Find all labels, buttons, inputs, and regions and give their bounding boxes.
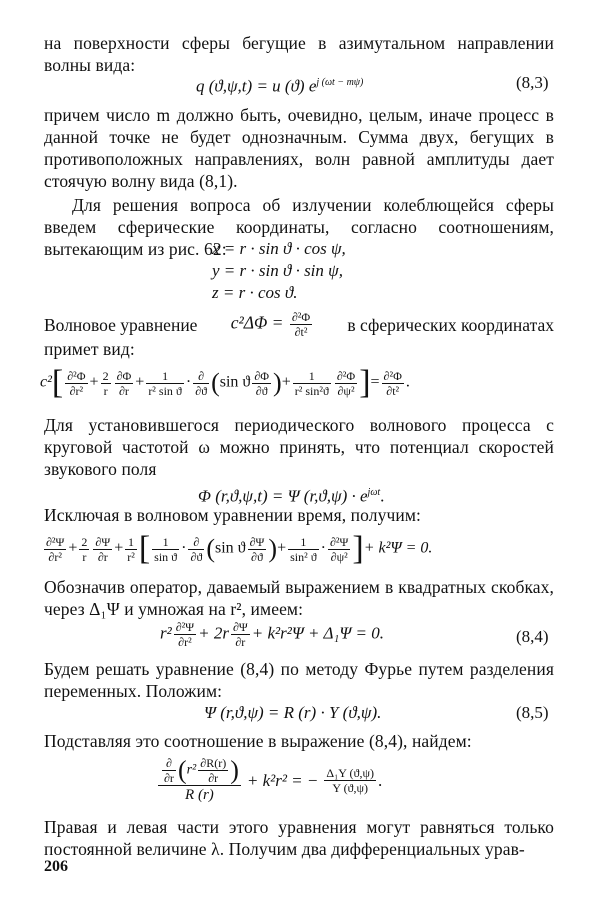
wave-eq-intro: Волновое уравнение: [44, 314, 198, 335]
paragraph-5: Для установившегося периодического волнового процесса с круговой частотой ω можно принять, что потенциал скоростей звукового поля: [44, 415, 554, 479]
equation-number-8-4: (8,4): [516, 627, 549, 646]
eq83-exponent: j (ωt − mψ): [316, 77, 364, 88]
wave-equation-line: [44, 310, 554, 339]
equation-number-8-3: (8,3): [516, 73, 549, 92]
paragraph-3: Для решения вопроса об излучении колеблющейся сферы введем сферические координаты, согласно соотношениям, вытекающим из рис. 62:: [44, 195, 554, 259]
page-number: 206: [44, 858, 68, 875]
helmholtz-equation: $\frac{\text{∂²Ψ}}{\text{∂r²}}$ + $\frac{2}{r}$ $\frac{\partial\Psi}{\partial r}$ + $\frac{1}{\text{r²}}$ [ $\frac{1}{\text{sin ϑ}}$ · $\frac{\partial}{\partial ϑ}$ (sin ϑ $\frac{\partial\Psi}{\partial ϑ}$ )+ $\frac{1}{\text{sin² ϑ}}$ · $\frac{\text{∂²Ψ}}{\text{∂ψ²}}$ ]+ k²Ψ = 0.: [46, 530, 433, 567]
wave-equation-spherical: c²[ $\frac{\text{∂²Φ}}{\text{∂r²}}$ + $\frac{2}{r}$ $\frac{\partial\Phi}{\partial r}$ + $\frac{1}{\text{r² sin ϑ}}$ · $\frac{\partial}{\partial ϑ}$ (sin ϑ $\frac{\partial\Phi}{\partial ϑ}$ )+ $\frac{1}{\text{r² sin²ϑ}}$ $\frac{\text{∂²Φ}}{\text{∂ψ²}}$ ]= $\frac{\text{∂²Φ}}{\text{∂t²}}$ .: [40, 364, 410, 401]
coord-x: x = r · sin ϑ · cos ψ,: [212, 239, 346, 258]
wave-eq-outro: в сферических координатах: [347, 314, 554, 335]
paragraph-8: Будем решать уравнение (8,4) по методу Фурье путем разделения переменных. Положим:: [44, 659, 554, 701]
paragraph-4-end: примет вид:: [44, 339, 135, 359]
paragraph-2: причем число m должно быть, очевидно, целым, иначе процесс в данной точке не будет однозначным. Сумма двух, бегущих в противоположных направлениях, волн равной амплитуды дает стоячую волну вида (8,1).: [44, 105, 554, 191]
wave-eq-frac: $\frac{\text{∂²Φ}}{\text{∂t²}}$: [291, 310, 311, 339]
coord-z: z = r · cos ϑ.: [212, 283, 298, 302]
paragraph-6: Исключая в волновом уравнении время, получим:: [44, 505, 421, 525]
coord-y: y = r · sin ϑ · sin ψ,: [212, 261, 343, 280]
paragraph-1: на поверхности сферы бегущие в азимутальном направлении волны вида:: [44, 33, 554, 75]
potential-equation: Φ (r,ϑ,ψ,t) = Ψ $(r,ϑ,\psi) \cdot e^{j\omega t}$.: [198, 486, 385, 506]
equation-8-3: [196, 72, 363, 98]
separation-equation: $\frac{\partial}{\partial r}$ (r² $\frac{\partial R(r)}{\partial r}$ ) R (r) + k²r² = − $\frac{\text{Δ₁Y (ϑ,ψ)}}{Y (ϑ,\psi)}$ .: [156, 756, 382, 805]
equation-8-5: Ψ (r,ϑ,ψ) = R (r) · Y (ϑ,ψ).: [204, 703, 382, 722]
equation-number-8-5: (8,5): [516, 703, 549, 722]
paragraph-9: Подставляя это соотношение в выражение (8,4), найдем:: [44, 731, 472, 751]
eq83-lhs: q (ϑ,ψ,t) = u (ϑ) e: [196, 76, 317, 96]
wave-eq-lhs: c²ΔΦ =: [230, 312, 284, 333]
equation-8-4: r² $\frac{\text{∂²Ψ}}{\text{∂r²}}$ + 2r $\frac{\partial\Psi}{\partial r}$ + k²r²Ψ + Δ₁Ψ = 0.: [160, 620, 385, 649]
paragraph-7: Обозначив оператор, даваемый выражением в квадратных скобках, через Δ₁Ψ и умножая на r², имеем:: [44, 577, 554, 619]
paragraph-10: Правая и левая части этого уравнения могут равняться только постоянной величине λ. Получим два дифференциальных урав-: [44, 817, 554, 859]
